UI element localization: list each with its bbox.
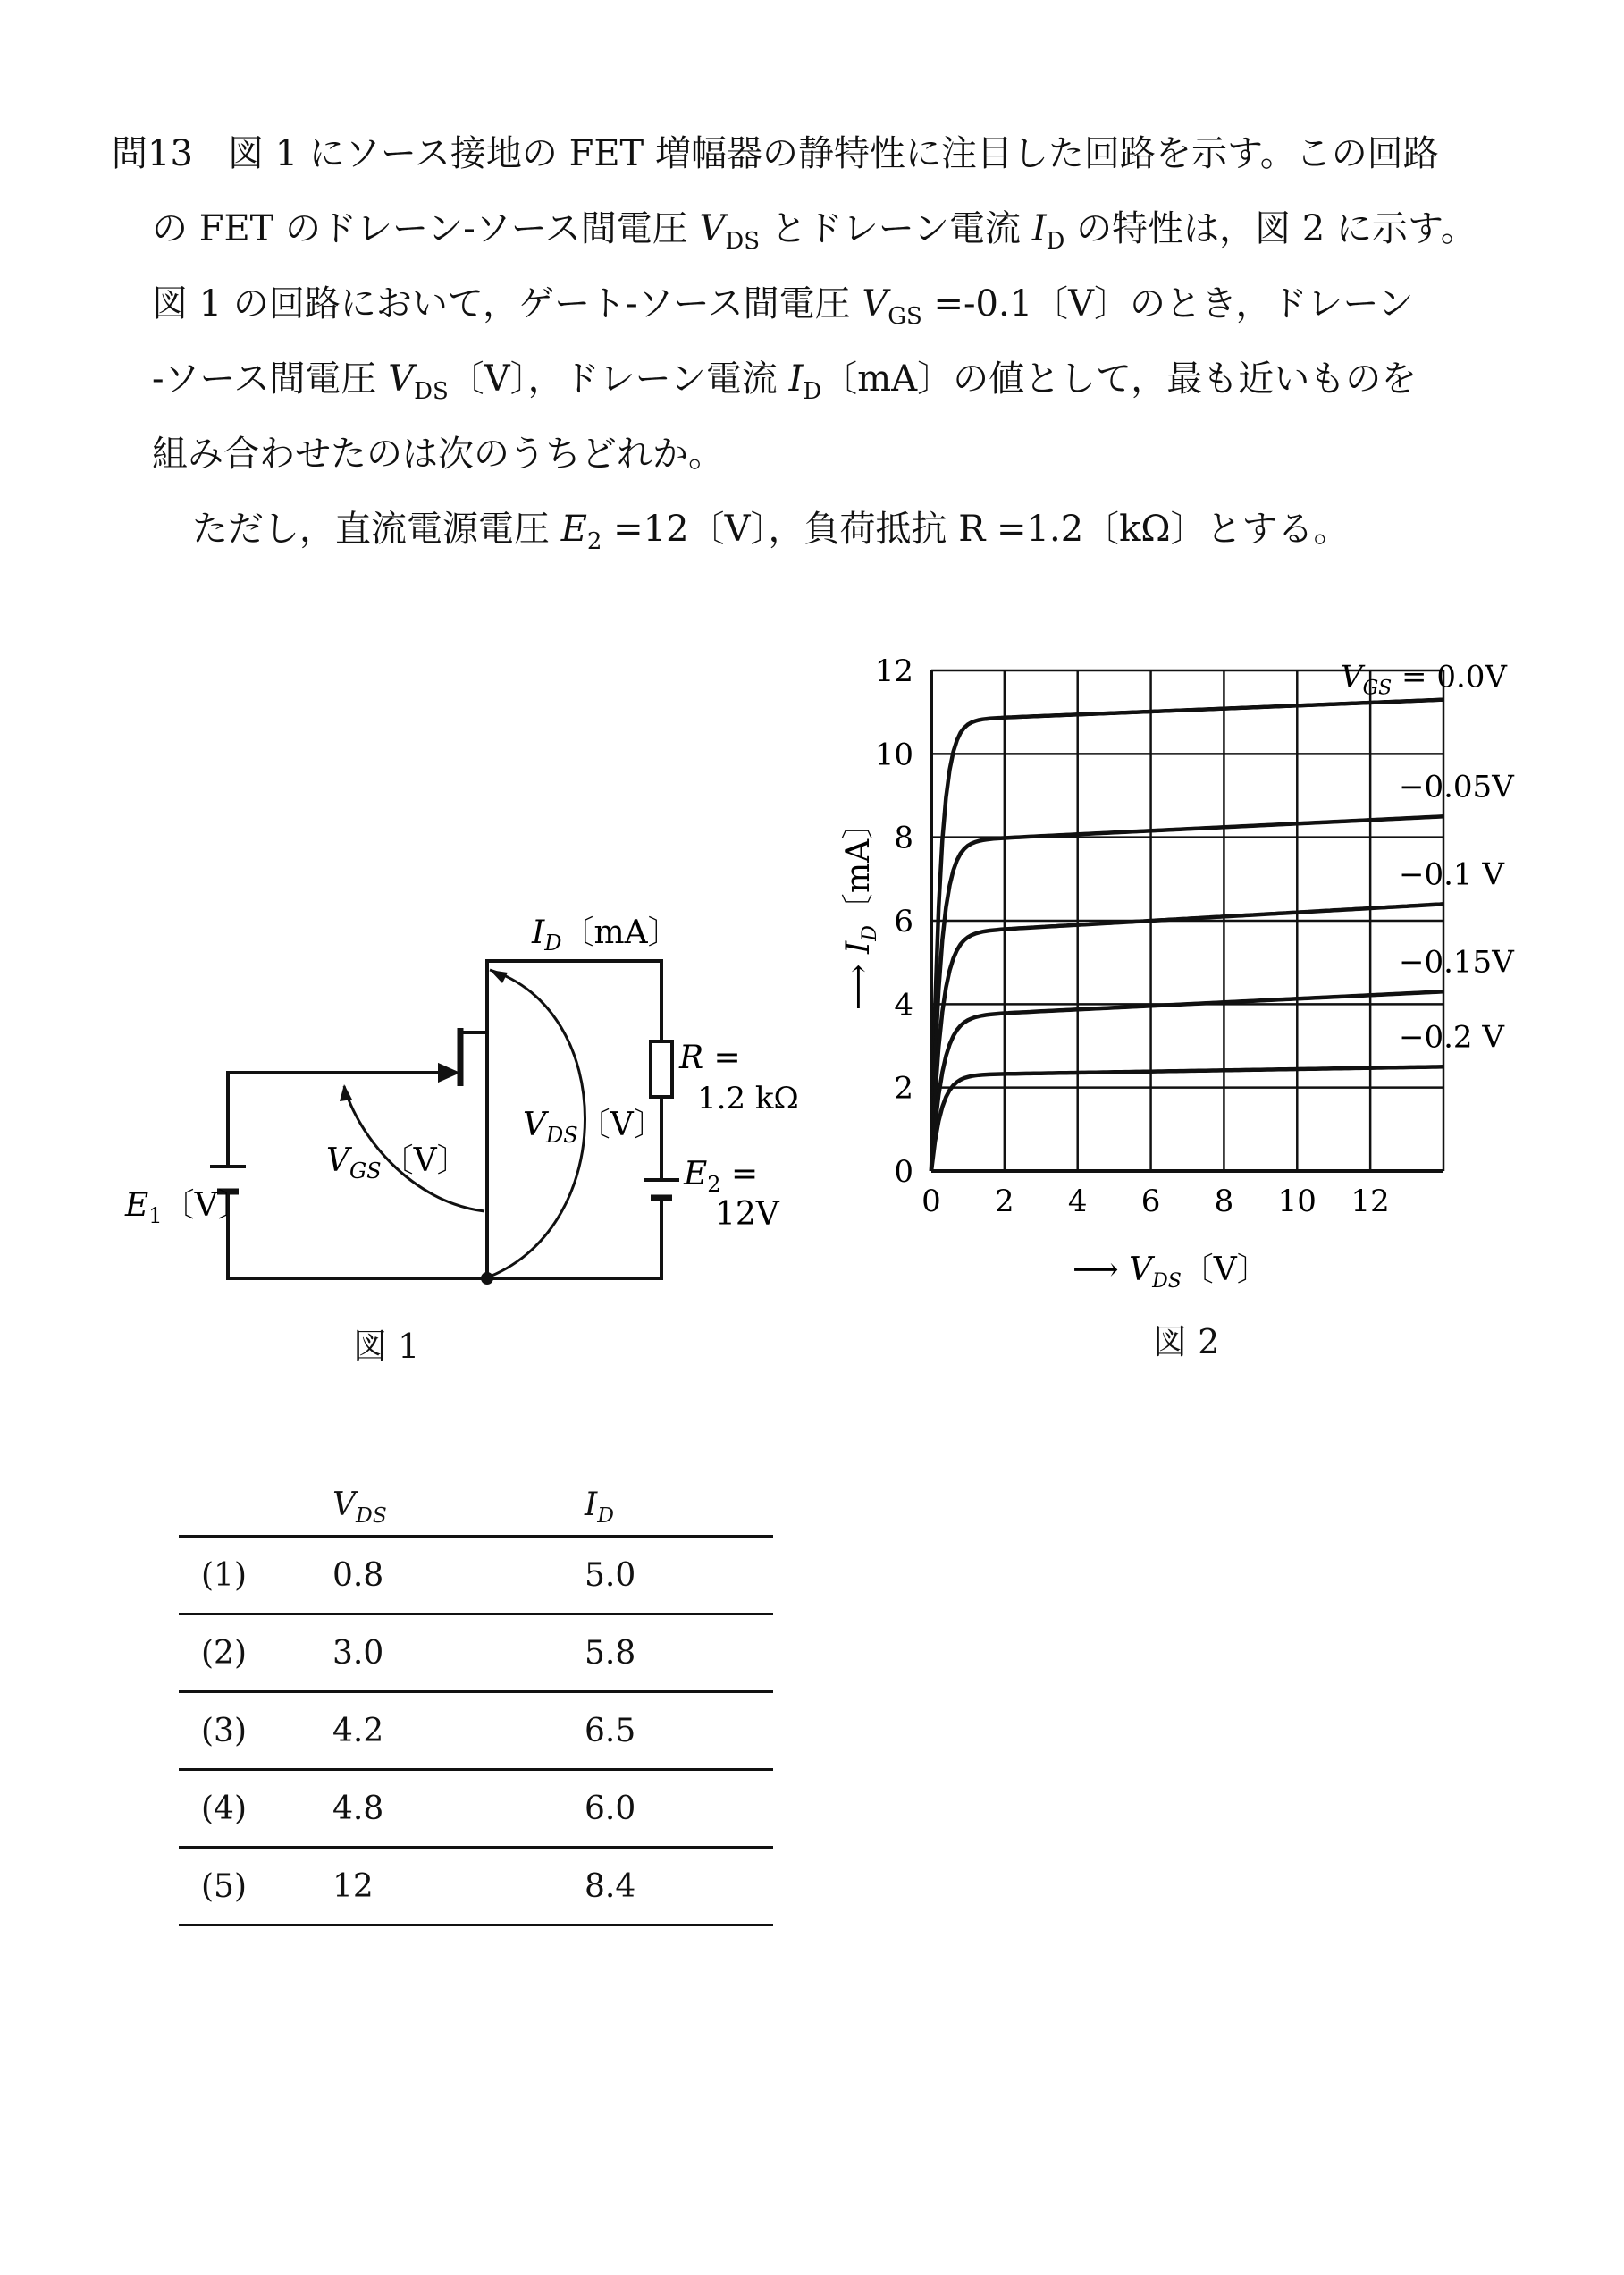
answer-vds: 0.8 [332,1537,584,1614]
answer-vds: 3.0 [332,1614,584,1692]
y-tick-label: 2 [894,1070,913,1107]
resistor-r [651,1041,672,1097]
series-line-4 [931,1066,1443,1171]
chart-grid [931,670,1443,1171]
answer-number: (5) [179,1848,332,1925]
question-line-6: ただし，直流電源電圧 $E_2 =12$〔V〕，負荷抵抗 R =1.2〔kΩ〕とする。 [192,509,1350,555]
question-line-5: 組み合わせたのは次のうちどれか。 [152,434,724,475]
figure-1-circuit [116,894,831,1314]
vds-arc-arrow [490,970,508,983]
answer-id: 5.0 [584,1537,773,1614]
x-tick-label: 8 [1214,1184,1234,1219]
answer-id: 6.5 [584,1692,773,1770]
series-label-2: −0.1 V [1399,856,1504,893]
answer-number: (2) [179,1614,332,1692]
source-node [481,1272,493,1285]
circuit-diagram [116,894,831,1314]
series-line-0 [931,700,1443,1171]
y-tick-label: 0 [894,1154,913,1190]
figure-1-caption: 図 1 [353,1327,420,1366]
header-id [584,1457,773,1537]
answer-row[interactable] [179,1770,773,1848]
fet-characteristics-chart [804,644,1537,1305]
y-tick-label: 8 [894,820,913,856]
y-axis-label: ⟶ $I_D$〔mA〕 [840,806,881,1010]
r-value: 1.2 kΩ [697,1081,799,1116]
id-label: $I_D$〔mA〕 [532,914,680,956]
figure-2-chart [804,644,1537,1305]
answer-table [179,1457,773,1926]
series-line-3 [931,991,1443,1171]
x-axis-label: ⟶ $V_{DS}$〔V〕 [1073,1251,1269,1293]
answer-row[interactable] [179,1614,773,1692]
x-tick-label: 12 [1351,1184,1390,1219]
x-tick-label: 0 [921,1184,941,1219]
figure-2-caption: 図 2 [1153,1322,1220,1361]
answer-number: (4) [179,1770,332,1848]
chart-curves [931,700,1443,1171]
answer-number: (3) [179,1692,332,1770]
vgs-arc-arrow [340,1084,352,1101]
series-label-3: −0.15V [1399,944,1514,981]
answer-id: 6.0 [584,1770,773,1848]
x-tick-label: 10 [1277,1184,1317,1219]
header-vds-text: $V_{DS}$ [332,1486,387,1528]
y-tick-label: 6 [894,904,913,939]
x-tick-label: 2 [995,1184,1014,1219]
answer-id: 5.8 [584,1614,773,1692]
answer-row[interactable] [179,1848,773,1925]
answer-id: 8.4 [584,1848,773,1925]
vds-label: $V_{DS}$〔V〕 [523,1107,666,1148]
y-tick-label: 4 [894,987,913,1024]
header-vds [332,1457,584,1537]
series-label-4: −0.2 V [1399,1019,1504,1056]
vgs-label: $V_{GS}$〔V〕 [326,1142,469,1184]
series-label-1: −0.05V [1399,769,1514,805]
answer-row[interactable] [179,1692,773,1770]
chart-ticks [875,653,1390,1219]
r-label: R = [679,1040,741,1076]
e2-label: $E_2$ = [684,1156,759,1197]
series-label-0: $V_{GS} = 0.0V$ [1341,659,1507,700]
answer-vds: 4.8 [332,1770,584,1848]
y-tick-label: 10 [874,737,913,773]
e2-value: 12V [715,1196,779,1233]
question-number: 問13 [112,133,193,174]
gate-arrow [440,1066,456,1080]
answer-vds: 12 [332,1848,584,1925]
answer-vds: 4.2 [332,1692,584,1770]
answer-row[interactable] [179,1537,773,1614]
question-line-3: 図 1 の回路において，ゲート-ソース間電圧 $V_{GS} =-0.1$〔V〕のとき，ドレーン [152,283,1414,330]
header-id-text: $I_D$ [585,1486,614,1528]
y-tick-label: 12 [874,653,913,689]
series-line-2 [931,904,1443,1171]
e1-label: $E_1$〔V〕 [125,1187,250,1228]
question-line-2: の FET のドレーン-ソース間電圧 $V_{DS}$ とドレーン電流 $I_D$ の特性は，図 2 に示す。 [152,208,1477,255]
x-tick-label: 6 [1140,1184,1161,1219]
answer-header-row [179,1457,773,1537]
question-line-1: 図 1 にソース接地の FET 増幅器の静特性に注目した回路を示す。この回路 [228,133,1439,174]
answer-number: (1) [179,1537,332,1614]
wire-bottom [228,1223,661,1278]
question-line-4: -ソース間電圧 $V_{DS}$〔V〕，ドレーン電流 $I_D$〔mA〕の値として，最も近いものを [152,358,1418,405]
x-tick-label: 4 [1067,1184,1088,1219]
